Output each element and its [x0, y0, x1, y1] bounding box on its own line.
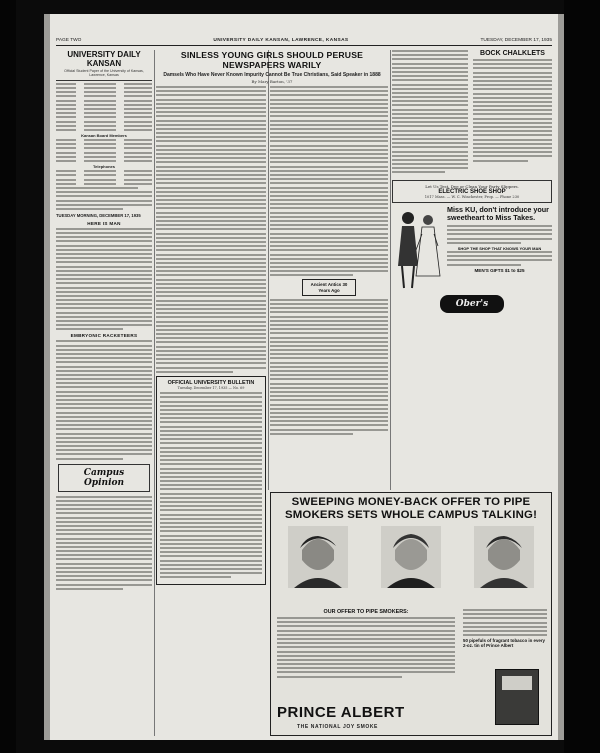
- bulletin-title: OFFICIAL UNIVERSITY BULLETIN: [167, 379, 255, 386]
- shoe-ad-body-2: [447, 251, 552, 266]
- pa-offer-body: [277, 617, 455, 678]
- chalklets-title: BOCK CHALKLETS: [480, 50, 545, 57]
- antics-body: [270, 299, 388, 435]
- shoe-ad-copy: [447, 206, 552, 292]
- issue-date: TUESDAY, DECEMBER 17, 1935: [480, 38, 552, 43]
- shoe-ad-headline: Miss KU, don't introduce your sweetheart to Miss Takes.: [447, 204, 549, 222]
- column-rule: [390, 50, 391, 490]
- board-list: [56, 139, 152, 162]
- pa-headline: SWEEPING MONEY-BACK OFFER TO PIPE SMOKERS SETS WHOLE CAMPUS TALKING!: [284, 496, 538, 521]
- column-rule: [154, 50, 155, 736]
- story-body-right: [270, 86, 388, 276]
- electric-ad-address: 1017 Mass. — W. C. Winchester, Prop. — Phone 230: [424, 194, 520, 199]
- ancient-antics-box: [302, 279, 356, 295]
- lead-headline: SINLESS YOUNG GIRLS SHOULD PERUSE NEWSPAPERS WARILY: [180, 50, 364, 70]
- student-photo-icon: [288, 526, 348, 588]
- student-photo-icon: [474, 526, 534, 588]
- pa-brand: PRINCE ALBERT: [277, 704, 405, 721]
- staff-heading: Kansan Board Members: [81, 133, 127, 139]
- running-head: [56, 36, 552, 46]
- paper-name: UNIVERSITY DAILY KANSAN, LAWRENCE, KANSAS: [213, 38, 349, 43]
- masthead: [56, 50, 152, 78]
- col4-left-story: [392, 50, 468, 176]
- campus-opinion-box: [58, 464, 150, 492]
- pa-side-copy: [463, 609, 547, 648]
- sheet-edge-right: [558, 14, 564, 740]
- official-bulletin: [156, 376, 266, 585]
- shoe-ad-tagline: SHOP THE SHOP THAT KNOWS YOUR MAN: [457, 245, 542, 251]
- electric-ad-line: Let Us Test, Dye or Clean Your Party Slippers.: [425, 183, 519, 189]
- divider: [56, 80, 152, 81]
- bulletin-info: Tuesday, December 17, 1935 — No. 69: [177, 386, 245, 391]
- opinion-body: [56, 496, 152, 590]
- tobacco-tin-icon: [495, 669, 539, 725]
- pa-side-body: [463, 609, 547, 636]
- ancient-antics-title: Ancient Antics 30 Years Ago: [310, 282, 348, 293]
- tin-label: [502, 676, 532, 690]
- prince-albert-ad: [270, 492, 552, 736]
- shoe-ad-body: [447, 225, 552, 244]
- newspaper-sheet: [44, 14, 564, 740]
- chalklets-body: [473, 59, 552, 162]
- column-three: [270, 86, 388, 437]
- campus-opinion-title: Campus Opinion: [83, 467, 125, 488]
- shoe-ad-gifts: MEN'S GIFTS $1 to $25: [474, 267, 525, 273]
- embryonic-body: [56, 340, 152, 459]
- student-photo-icon: [381, 526, 441, 588]
- column-masthead: [56, 50, 152, 592]
- telephone-heading: Telephones: [93, 164, 115, 170]
- bock-chalklets: [473, 50, 552, 176]
- col4-top: [392, 50, 552, 176]
- story-body-left: [156, 86, 266, 373]
- column-four: [392, 50, 552, 313]
- sheet-edge-left: [44, 14, 50, 740]
- pa-offer: [277, 609, 455, 680]
- editorial-dateline: TUESDAY MORNING, DECEMBER 17, 1935: [56, 212, 141, 218]
- scan-border-right: [564, 0, 600, 753]
- obers-logo: Ober's: [440, 295, 504, 313]
- pa-photo-row: [271, 526, 551, 588]
- electric-shoe-shop-ad: [392, 180, 552, 203]
- electric-ad-name: ELECTRIC SHOE SHOP: [438, 188, 506, 195]
- editorial-headline: HERE IS MAN: [87, 220, 121, 226]
- pa-offer-heading: OUR OFFER TO PIPE SMOKERS:: [323, 609, 409, 615]
- scan-border-left: [0, 0, 16, 753]
- bulletin-notices: [160, 392, 262, 578]
- shoe-shop-ad: [392, 206, 552, 292]
- masthead-title: UNIVERSITY DAILY KANSAN: [67, 50, 141, 68]
- page-number: PAGE TWO: [56, 38, 82, 43]
- embryonic-headline: EMBRYONIC RACKETEERS: [70, 333, 138, 339]
- page-content: [56, 36, 552, 736]
- column-two: [156, 86, 266, 585]
- column-rule: [268, 50, 269, 490]
- telephone-list: [56, 170, 152, 210]
- masthead-subtitle: Official Student Paper of the University of Kansas, Lawrence, Kansas: [64, 69, 144, 78]
- pa-fifty-pipefuls: 50 pipefuls of fragrant tobacco in every 2-oz. tin of Prince Albert: [463, 638, 545, 649]
- staff-list: [56, 83, 152, 131]
- lead-byline: By Mary Barton, '37: [251, 79, 293, 84]
- lead-story-headline: [156, 50, 388, 86]
- couple-illustration-icon: [392, 206, 444, 292]
- pa-tagline: THE NATIONAL JOY SMOKE: [297, 724, 378, 730]
- editorial-body: [56, 228, 152, 331]
- lead-deck: Damsels Who Have Never Known Impurity Cannot Be True Christians, Said Speaker in 1888: [163, 72, 381, 78]
